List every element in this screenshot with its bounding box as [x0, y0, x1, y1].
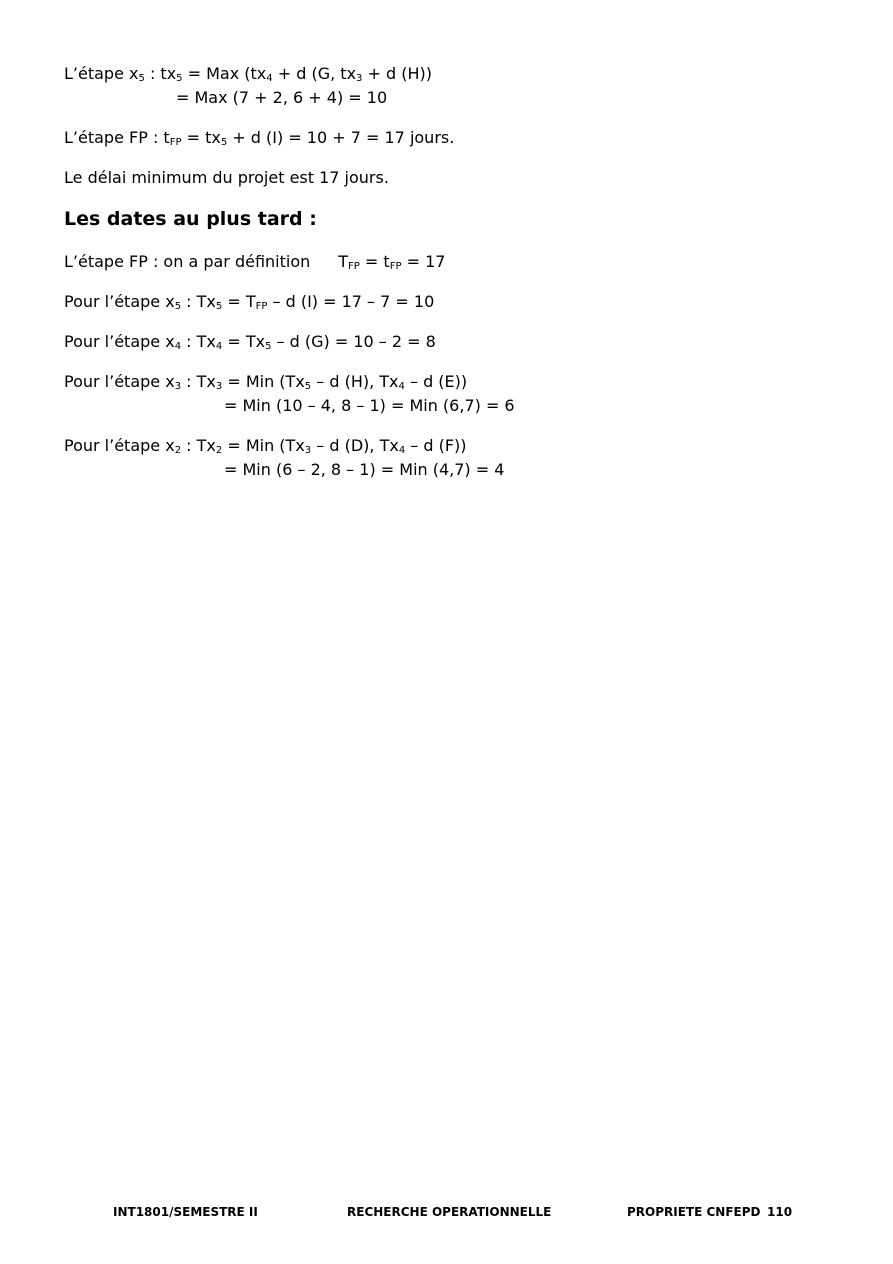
- footer-owner: PROPRIETE CNFEPD: [627, 1205, 761, 1219]
- step-x5-late-line: Pour l’étape $x_5$ : $Tx_5 = T_{FP} - d$ (I) = 17 – 7 = 10: [64, 292, 435, 312]
- step-x3-late-line: Pour l’étape $x_3$ : $Tx_3$ = Min ($Tx_5$ – d (H), $Tx_4$ – d (E)): [64, 372, 468, 392]
- step-fp-late-line: L’étape FP : on a par définition $T_{FP} = t_{FP} = 17$: [64, 252, 446, 272]
- section-heading: Les dates au plus tard :: [64, 208, 317, 230]
- step-fp-early-line: L’étape FP : $t_{FP} = tx_5 + d$ (I) = 10 + 7 = 17 jours.: [64, 128, 455, 148]
- step-x4-late-line: Pour l’étape $x_4$ : $Tx_4 = Tx_5 - d$ (G) = 10 – 2 = 8: [64, 332, 436, 352]
- step-x5-early-line: L’étape $x_5$ : $tx_5$ = Max ($tx_4 + d$ (G, $tx_3 + d$ (H)): [64, 64, 432, 84]
- footer-course: INT1801/SEMESTRE II: [113, 1205, 258, 1219]
- minimum-duration-line: Le délai minimum du projet est 17 jours.: [64, 168, 389, 187]
- step-x2-late-result: = Min (6 – 2, 8 – 1) = Min (4,7) = 4: [224, 460, 505, 479]
- step-x2-late-line: Pour l’étape $x_2$ : $Tx_2$ = Min ($Tx_3$ – d (D), $Tx_4$ – d (F)): [64, 436, 467, 456]
- page-number: 110: [767, 1205, 793, 1219]
- footer-subject: RECHERCHE OPERATIONNELLE: [347, 1205, 552, 1219]
- step-x3-late-result: = Min (10 – 4, 8 – 1) = Min (6,7) = 6: [224, 396, 515, 415]
- step-x5-early-result: = Max (7 + 2, 6 + 4) = 10: [176, 88, 388, 107]
